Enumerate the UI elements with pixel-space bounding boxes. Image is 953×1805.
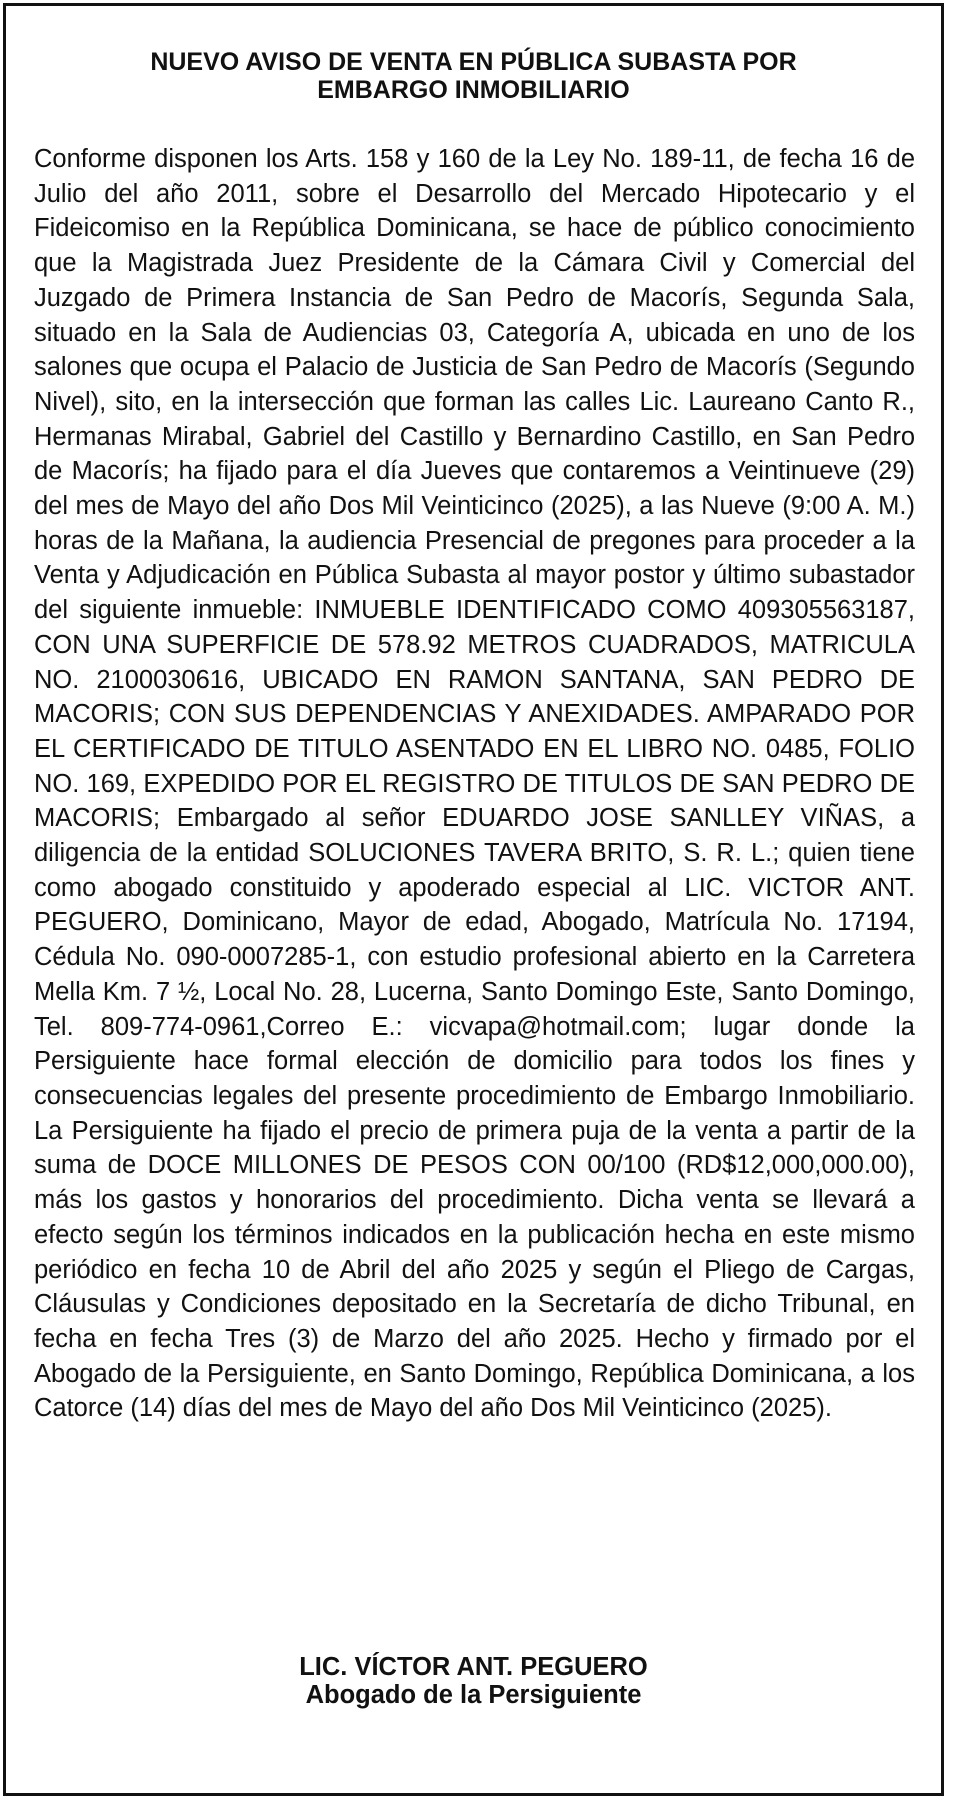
notice-title bbox=[6, 48, 941, 104]
signature-role: Abogado de la Persiguiente bbox=[305, 1681, 642, 1709]
notice-title-line-2: EMBARGO INMOBILIARIO bbox=[317, 76, 630, 104]
notice-title-line-1: NUEVO AVISO DE VENTA EN PÚBLICA SUBASTA POR bbox=[150, 48, 797, 76]
signature-block bbox=[6, 1653, 941, 1709]
signature-name: LIC. VÍCTOR ANT. PEGUERO bbox=[299, 1653, 648, 1681]
notice-body: Conforme disponen los Arts. 158 y 160 de la Ley No. 189-11, de fecha 16 de Julio del año 2011, sobre el Desarrollo del Mercado Hipotecario y el Fideicomiso en la República Dominicana, se hace de público conocimiento que la Magistrada Juez Presidente de la Cámara Civil y Comercial del Juzgado de Primera Instancia de San Pedro de Macorís, Segunda Sala, situado en la Sala de Audiencias 03, Categoría A, ubicada en uno de los salones que ocupa el Palacio de Justicia de San Pedro de Macorís (Segundo Nivel), sito, en la intersección que forman las calles Lic. Laureano Canto R., Hermanas Mirabal, Gabriel del Castillo y Bernardino Castillo, en San Pedro de Macorís; ha fijado para el día Jueves que contaremos a Veintinueve (29) del mes de Mayo del año Dos Mil Veinticinco (2025), a las Nueve (9:00 A. M.) horas de la Mañana, la audiencia Presencial de pregones para proceder a la Venta y Adjudicación en Pública Subasta al mayor postor y último subastador del siguiente inmueble: INMUEBLE IDENTIFICADO COMO 409305563187, CON UNA SUPERFICIE DE 578.92 METROS CUADRADOS, MATRICULA NO. 2100030616, UBICADO EN RAMON SANTANA, SAN PEDRO DE MACORIS; CON SUS DEPENDENCIAS Y ANEXIDADES. AMPARADO POR EL CERTIFICADO DE TITULO ASENTADO EN EL LIBRO NO. 0485, FOLIO NO. 169, EXPEDIDO POR EL REGISTRO DE TITULOS DE SAN PEDRO DE MACORIS; Embargado al señor EDUARDO JOSE SANLLEY VIÑAS, a diligencia de la entidad SOLUCIONES TAVERA BRITO, S. R. L.; quien tiene como abogado constituido y apoderado especial al LIC. VICTOR ANT. PEGUERO, Dominicano, Mayor de edad, Abogado, Matrícula No. 17194, Cédula No. 090-0007285-1, con estudio profesional abierto en la Carretera Mella Km. 7 ½, Local No. 28, Lucerna, Santo Domingo Este, Santo Domingo, Tel. 809-774-0961,Correo E.: vicvapa@hotmail.com; lugar donde la Persiguiente hace formal elección de domicilio para todos los fines y consecuencias legales del presente procedimiento de Embargo Inmobiliario. La Persiguiente ha fijado el precio de primera puja de la venta a partir de la suma de DOCE MILLONES DE PESOS CON 00/100 (RD$12,000,000.00), más los gastos y honorarios del procedimiento. Dicha venta se llevará a efecto según los términos indicados en la publicación hecha en este mismo periódico en fecha 10 de Abril del año 2025 y según el Pliego de Cargas, Cláusulas y Condiciones depositado en la Secretaría de dicho Tribunal, en fecha en fecha Tres (3) de Marzo del año 2025. Hecho y firmado por el Abogado de la Persiguiente, en Santo Domingo, República Dominicana, a los Catorce (14) días del mes de Mayo del año Dos Mil Veinticinco (2025). bbox=[34, 145, 915, 1423]
legal-notice-box bbox=[3, 3, 944, 1796]
